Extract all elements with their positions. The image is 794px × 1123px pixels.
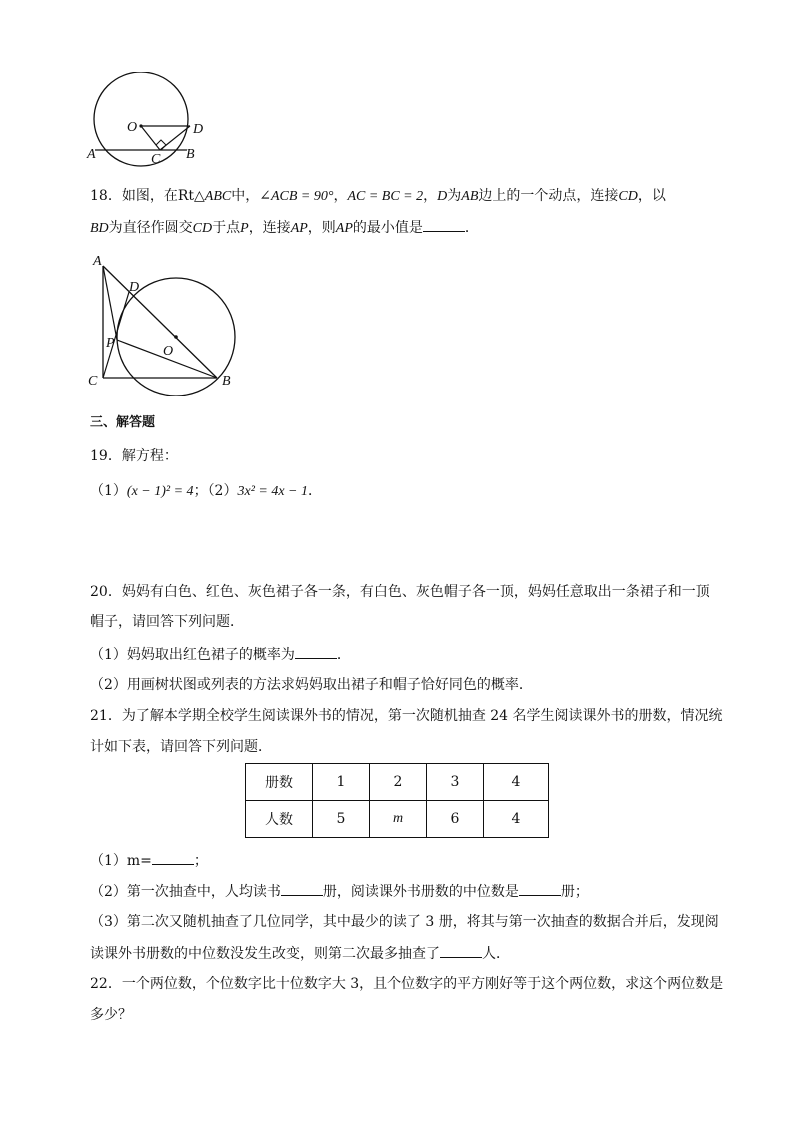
table-cell: 6: [427, 801, 484, 838]
table-row: [246, 801, 549, 838]
table-cell: 人数: [246, 801, 313, 838]
answer-blank[interactable]: [440, 943, 482, 958]
q22-line-2: 多少？: [90, 1007, 132, 1023]
label-c: C: [88, 374, 98, 389]
table-cell: 3: [427, 764, 484, 801]
label-d: D: [193, 122, 204, 137]
label-a: A: [87, 147, 96, 162]
table-cell: m: [370, 801, 427, 838]
table-cell: 4: [484, 764, 549, 801]
table-cell: 2: [370, 764, 427, 801]
answer-blank[interactable]: [519, 881, 561, 896]
label-p: P: [106, 336, 115, 351]
statistics-table: [245, 763, 549, 838]
label-a: A: [93, 254, 102, 269]
answer-blank[interactable]: [152, 850, 194, 865]
q21-line-1: 21．为了解本学期全校学生阅读课外书的情况，第一次随机抽查 24 名学生阅读课外书的册数，情况统: [90, 708, 723, 724]
label-b: B: [186, 147, 195, 162]
q18-line-2: BD为直径作圆交CD于点P，连接AP，则AP的最小值是 ．: [90, 217, 479, 239]
center-point: [139, 124, 142, 127]
center-point: [174, 335, 178, 339]
q20-sub-2: （2）用画树状图或列表的方法求妈妈取出裙子和帽子恰好同色的概率．: [90, 677, 533, 693]
q21-sub-1: （1）m= ；: [90, 850, 208, 871]
table-cell: 4: [484, 801, 549, 838]
figure-17-circle-diagram: [82, 72, 212, 172]
section-heading: 三、解答题: [90, 415, 156, 430]
q19-title: 19．解方程：: [90, 448, 178, 464]
label-b: B: [222, 374, 231, 389]
q21-sub-3-line-1: （3）第二次又随机抽查了几位同学，其中最少的读了 3 册，将其与第一次抽查的数据合并后，发现阅: [90, 914, 719, 930]
answer-blank[interactable]: [423, 217, 465, 232]
table-cell: 1: [313, 764, 370, 801]
q21-sub-2: （2）第一次抽查中，人均读书 册，阅读课外书册数的中位数是 册；: [90, 881, 589, 902]
q21-sub-3-line-2: 读课外书册数的中位数没发生改变，则第二次最多抽查了 人．: [90, 943, 510, 964]
q20-sub-1: （1）妈妈取出红色裙子的概率为 ．: [90, 644, 351, 665]
answer-blank[interactable]: [281, 881, 323, 896]
label-o: O: [163, 344, 174, 359]
q20-line-2: 帽子，请回答下列问题．: [90, 614, 244, 630]
answer-blank[interactable]: [295, 644, 337, 659]
circle: [94, 72, 188, 166]
table-cell: 5: [313, 801, 370, 838]
q21-line-2: 计如下表，请回答下列问题．: [90, 739, 272, 755]
table-row: [246, 764, 549, 801]
label-d: D: [129, 280, 140, 295]
label-o: O: [127, 120, 138, 135]
figure-18-triangle-circle-diagram: [85, 248, 245, 396]
q22-line-1: 22．一个两位数，个位数字比十位数字大 3，且个位数字的平方刚好等于这个两位数，求这个两位数是: [90, 976, 724, 992]
table-cell: 册数: [246, 764, 313, 801]
segment-oc: [141, 126, 160, 150]
q19-equations: （1）(x − 1)² = 4；（2）3x² = 4x − 1．: [90, 483, 323, 499]
q18-line-1: 18．如图，在Rt△ABC中，∠ACB = 90°，AC = BC = 2，D为AB边上的一个动点，连接CD，以: [90, 188, 666, 204]
q20-line-1: 20．妈妈有白色、红色、灰色裙子各一条，有白色、灰色帽子各一顶，妈妈任意取出一条裙子和一顶: [90, 584, 710, 600]
label-c: C: [151, 152, 161, 167]
